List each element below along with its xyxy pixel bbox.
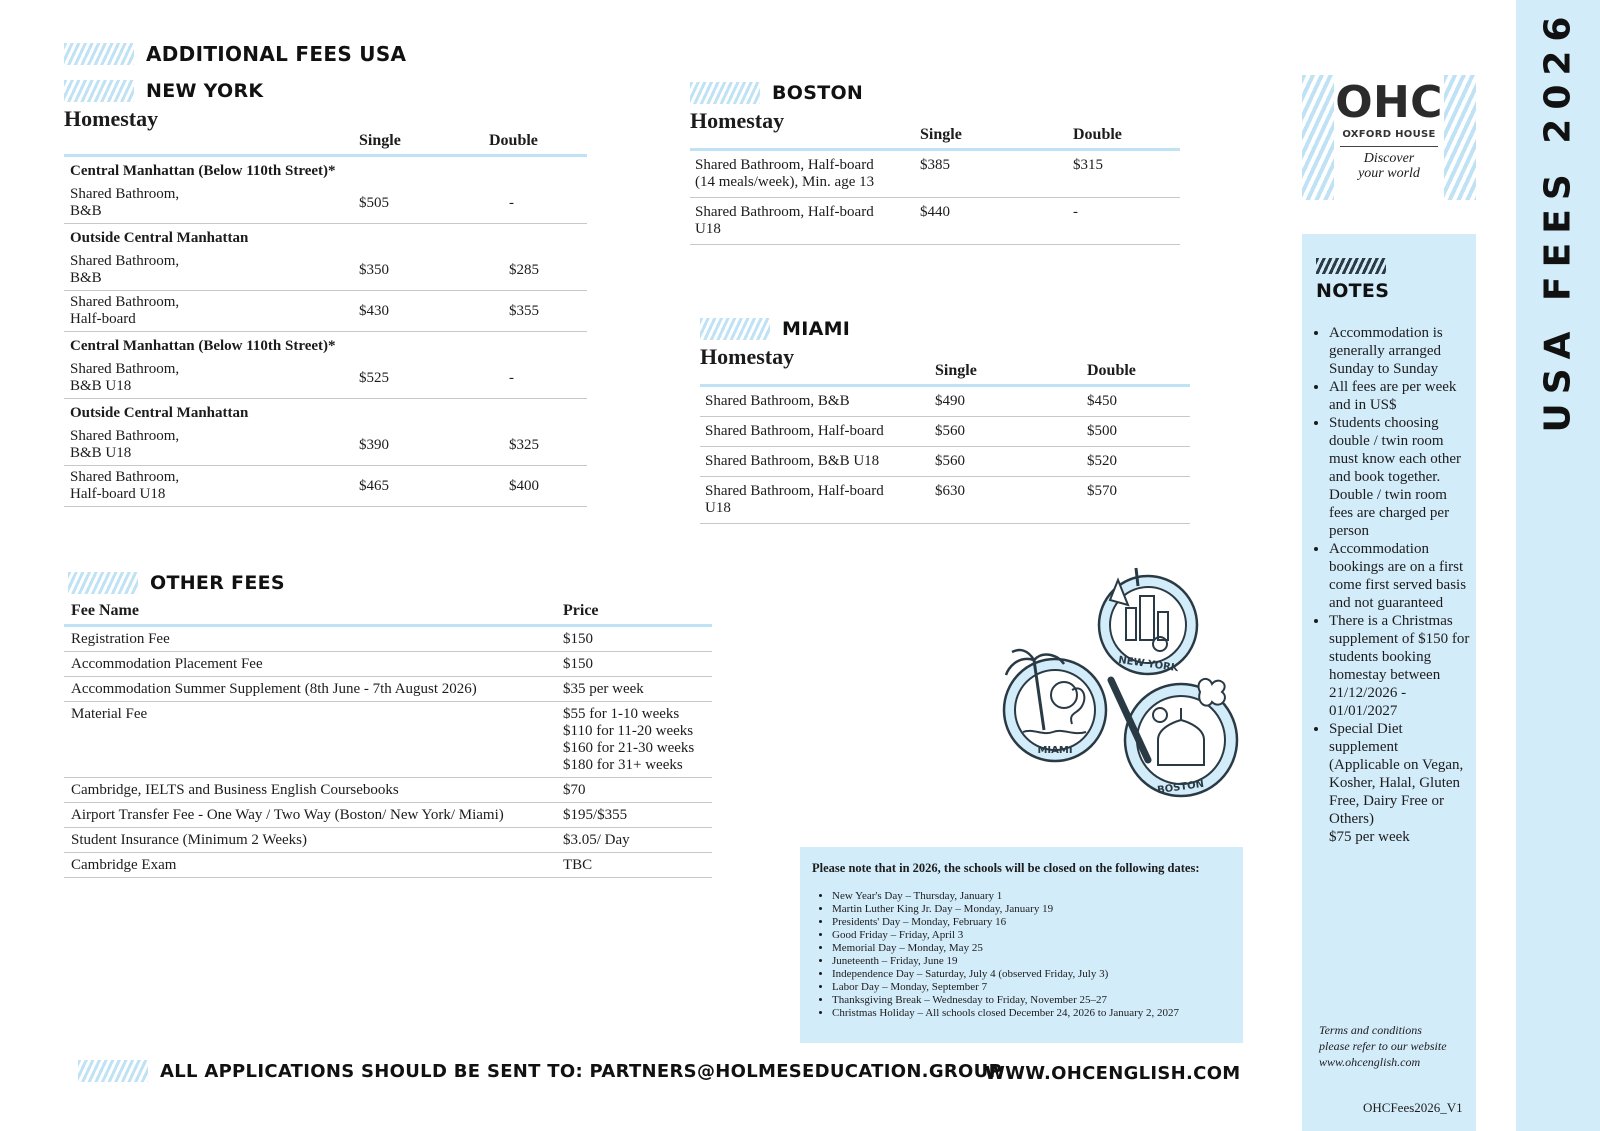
ohc-logo bbox=[1302, 75, 1476, 200]
fee-name: Cambridge, IELTS and Business English Coursebooks bbox=[64, 778, 563, 803]
table-row bbox=[700, 477, 1190, 524]
boston-badge-label: BOSTON bbox=[1156, 778, 1205, 797]
new-york-heading: NEW YORK bbox=[146, 80, 264, 102]
website-link[interactable]: WWW.OHCENGLISH.COM bbox=[985, 1063, 1241, 1084]
boston-heading: BOSTON bbox=[772, 82, 864, 104]
double-price: $285 bbox=[489, 250, 587, 291]
fee-price: $70 bbox=[563, 778, 712, 803]
room-type: Shared Bathroom, Half-board (14 meals/week), Min. age 13 bbox=[690, 150, 920, 198]
single-price: $350 bbox=[359, 250, 489, 291]
column-header-double: Double bbox=[489, 130, 587, 156]
side-title-band bbox=[1516, 0, 1600, 1131]
new-york-badge-label: NEW YORK bbox=[1117, 654, 1180, 675]
single-price: $630 bbox=[935, 477, 1087, 524]
table-row bbox=[64, 677, 712, 702]
logo-brand: OHC bbox=[1335, 77, 1443, 128]
other-fees-header bbox=[68, 572, 712, 594]
double-price: $315 bbox=[1073, 150, 1180, 198]
group-row bbox=[64, 224, 587, 251]
double-price: - bbox=[1073, 198, 1180, 245]
fee-name: Airport Transfer Fee - One Way / Two Way (Boston/ New York/ Miami) bbox=[64, 803, 563, 828]
stripes-decoration bbox=[64, 43, 134, 65]
group-name: Outside Central Manhattan bbox=[70, 405, 249, 421]
single-price: $505 bbox=[359, 183, 489, 224]
double-price: $500 bbox=[1087, 417, 1190, 447]
page-header bbox=[64, 42, 406, 66]
logo-text bbox=[1334, 79, 1444, 181]
new-york-section bbox=[64, 80, 589, 507]
miami-header bbox=[700, 318, 1190, 340]
fee-name: Material Fee bbox=[64, 702, 563, 778]
table-row bbox=[64, 652, 712, 677]
single-price: $390 bbox=[359, 425, 489, 466]
fee-name: Accommodation Summer Supplement (8th June - 7th August 2026) bbox=[64, 677, 563, 702]
single-price: $440 bbox=[920, 198, 1073, 245]
column-header-price: Price bbox=[563, 600, 712, 626]
new-york-header bbox=[64, 80, 589, 102]
fee-price: TBC bbox=[563, 853, 712, 878]
room-type: Shared Bathroom, B&B bbox=[64, 250, 359, 291]
miami-homestay-label: Homestay bbox=[700, 344, 795, 369]
room-type: Shared Bathroom, Half-board bbox=[64, 291, 359, 332]
notes-content bbox=[1316, 258, 1472, 846]
column-header-double: Double bbox=[1073, 124, 1180, 150]
table-row bbox=[64, 828, 712, 853]
single-price: $490 bbox=[935, 386, 1087, 417]
group-name: Central Manhattan (Below 110th Street)* bbox=[70, 163, 336, 179]
double-price: $355 bbox=[489, 291, 587, 332]
single-price: $465 bbox=[359, 466, 489, 507]
closures-title: Please note that in 2026, the schools will be closed on the following dates: bbox=[812, 861, 1200, 875]
side-title: USA FEES 2026 bbox=[1537, 7, 1579, 433]
stripes-decoration bbox=[1316, 258, 1386, 274]
boston-section bbox=[690, 82, 1180, 245]
room-type: Shared Bathroom, Half-board U18 bbox=[700, 477, 935, 524]
fee-price: $150 bbox=[563, 626, 712, 652]
stripes-decoration bbox=[78, 1060, 148, 1082]
column-header-single: Single bbox=[359, 130, 489, 156]
group-row bbox=[64, 332, 587, 359]
group-name: Outside Central Manhattan bbox=[70, 230, 249, 246]
room-type: Shared Bathroom, B&B U18 bbox=[64, 425, 359, 466]
fee-name: Accommodation Placement Fee bbox=[64, 652, 563, 677]
table-row bbox=[700, 417, 1190, 447]
closures-list bbox=[812, 890, 1231, 1020]
other-fees-heading: OTHER FEES bbox=[150, 572, 285, 594]
group-row bbox=[64, 156, 587, 184]
fee-price: $195/$355 bbox=[563, 803, 712, 828]
table-row bbox=[64, 778, 712, 803]
single-price: $560 bbox=[935, 417, 1087, 447]
note-item: • Accommodation bookings are on a first come first served basis and not guaranteed bbox=[1329, 540, 1472, 612]
table-row bbox=[64, 183, 587, 224]
closure-item: • Independence Day – Saturday, July 4 (observed Friday, July 3) bbox=[832, 968, 1231, 981]
note-item: • Students choosing double / twin room must know each other and book together. Double / twin room fees are charged per person bbox=[1329, 414, 1472, 540]
table-row bbox=[64, 291, 587, 332]
new-york-table bbox=[64, 130, 587, 507]
miami-badge-label: MIAMI bbox=[1037, 745, 1073, 756]
double-price: $570 bbox=[1087, 477, 1190, 524]
closure-item: • Christmas Holiday – All schools closed December 24, 2026 to January 2, 2027 bbox=[832, 1007, 1231, 1020]
double-price: $400 bbox=[489, 466, 587, 507]
table-row bbox=[690, 198, 1180, 245]
single-price: $525 bbox=[359, 358, 489, 399]
other-fees-section bbox=[64, 572, 712, 878]
fee-price: $3.05/ Day bbox=[563, 828, 712, 853]
logo-name: OXFORD HOUSE bbox=[1342, 129, 1436, 140]
miami-section bbox=[700, 318, 1190, 524]
closure-item: • Juneteenth – Friday, June 19 bbox=[832, 955, 1231, 968]
new-york-badge bbox=[1099, 568, 1197, 674]
fee-price: $150 bbox=[563, 652, 712, 677]
school-closures-box bbox=[800, 847, 1243, 1043]
room-type: Shared Bathroom, B&B bbox=[700, 386, 935, 417]
terms-line-2: please refer to our website bbox=[1319, 1039, 1447, 1053]
single-price: $430 bbox=[359, 291, 489, 332]
terms-note bbox=[1319, 1022, 1447, 1070]
logo-tagline-2: your world bbox=[1358, 166, 1420, 181]
table-row bbox=[64, 803, 712, 828]
table-row bbox=[64, 250, 587, 291]
fee-name: Cambridge Exam bbox=[64, 853, 563, 878]
fee-name: Registration Fee bbox=[64, 626, 563, 652]
single-price: $385 bbox=[920, 150, 1073, 198]
table-row bbox=[700, 386, 1190, 417]
note-item: • Special Diet supplement (Applicable on Vegan, Kosher, Halal, Gluten Free, Dairy Free or Others) $75 per week bbox=[1329, 720, 1472, 846]
terms-line-1: Terms and conditions bbox=[1319, 1023, 1422, 1037]
boston-homestay-label: Homestay bbox=[690, 108, 785, 133]
closure-item: • Presidents' Day – Monday, February 16 bbox=[832, 916, 1231, 929]
table-row bbox=[64, 358, 587, 399]
room-type: Shared Bathroom, B&B bbox=[64, 183, 359, 224]
boston-badge bbox=[1111, 679, 1237, 796]
page-title: ADDITIONAL FEES USA bbox=[146, 42, 407, 66]
room-type: Shared Bathroom, Half-board U18 bbox=[64, 466, 359, 507]
group-name: Central Manhattan (Below 110th Street)* bbox=[70, 338, 336, 354]
fee-name: Student Insurance (Minimum 2 Weeks) bbox=[64, 828, 563, 853]
double-price: - bbox=[489, 358, 587, 399]
single-price: $560 bbox=[935, 447, 1087, 477]
closure-item: • New Year's Day – Thursday, January 1 bbox=[832, 890, 1231, 903]
other-fees-table bbox=[64, 600, 712, 878]
table-row bbox=[700, 447, 1190, 477]
table-row bbox=[64, 853, 712, 878]
closure-item: • Memorial Day – Monday, May 25 bbox=[832, 942, 1231, 955]
stripes-decoration bbox=[690, 82, 760, 104]
column-header-single: Single bbox=[920, 124, 1073, 150]
note-item: • Accommodation is generally arranged Sunday to Sunday bbox=[1329, 324, 1472, 378]
fee-price: $35 per week bbox=[563, 677, 712, 702]
stripes-decoration bbox=[1444, 75, 1476, 200]
closure-item: • Labor Day – Monday, September 7 bbox=[832, 981, 1231, 994]
room-type: Shared Bathroom, Half-board bbox=[700, 417, 935, 447]
room-type: Shared Bathroom, Half-board U18 bbox=[690, 198, 920, 245]
note-item: • There is a Christmas supplement of $150 for students booking homestay between 21/12/2026 - 01/01/2027 bbox=[1329, 612, 1472, 720]
note-item: • All fees are per week and in US$ bbox=[1329, 378, 1472, 414]
stripes-decoration bbox=[700, 318, 770, 340]
miami-badge bbox=[1004, 650, 1106, 761]
miami-heading: MIAMI bbox=[782, 318, 851, 340]
table-row bbox=[64, 425, 587, 466]
table-row bbox=[64, 626, 712, 652]
applications-email: ALL APPLICATIONS SHOULD BE SENT TO: PARTNERS@HOLMESEDUCATION.GROUP bbox=[160, 1060, 1003, 1082]
boston-table bbox=[690, 124, 1180, 245]
stripes-decoration bbox=[1302, 75, 1334, 200]
double-price: $325 bbox=[489, 425, 587, 466]
double-price: $520 bbox=[1087, 447, 1190, 477]
stripes-decoration bbox=[64, 80, 134, 102]
footer bbox=[78, 1060, 1002, 1082]
city-badges-illustration bbox=[998, 560, 1248, 820]
terms-link[interactable]: www.ohcenglish.com bbox=[1319, 1055, 1421, 1069]
double-price: - bbox=[489, 183, 587, 224]
table-row bbox=[64, 702, 712, 778]
table-row bbox=[690, 150, 1180, 198]
column-header-double: Double bbox=[1087, 360, 1190, 386]
notes-heading: NOTES bbox=[1316, 280, 1390, 302]
group-row bbox=[64, 399, 587, 426]
column-header-single: Single bbox=[935, 360, 1087, 386]
closure-item: • Thanksgiving Break – Wednesday to Friday, November 25–27 bbox=[832, 994, 1231, 1007]
miami-table bbox=[700, 360, 1190, 524]
version-label: OHCFees2026_V1 bbox=[1363, 1100, 1463, 1115]
new-york-homestay-label: Homestay bbox=[64, 106, 159, 131]
room-type: Shared Bathroom, B&B U18 bbox=[700, 447, 935, 477]
stripes-decoration bbox=[68, 572, 138, 594]
boston-header bbox=[690, 82, 1180, 104]
room-type: Shared Bathroom, B&B U18 bbox=[64, 358, 359, 399]
fee-price: $55 for 1-10 weeks $110 for 11-20 weeks $160 for 21-30 weeks $180 for 31+ weeks bbox=[563, 702, 712, 778]
table-row bbox=[64, 466, 587, 507]
closure-item: • Good Friday – Friday, April 3 bbox=[832, 929, 1231, 942]
column-header-fee-name: Fee Name bbox=[64, 600, 563, 626]
double-price: $450 bbox=[1087, 386, 1190, 417]
logo-tagline-1: Discover bbox=[1363, 151, 1415, 166]
closure-item: • Martin Luther King Jr. Day – Monday, January 19 bbox=[832, 903, 1231, 916]
notes-list bbox=[1316, 324, 1472, 846]
